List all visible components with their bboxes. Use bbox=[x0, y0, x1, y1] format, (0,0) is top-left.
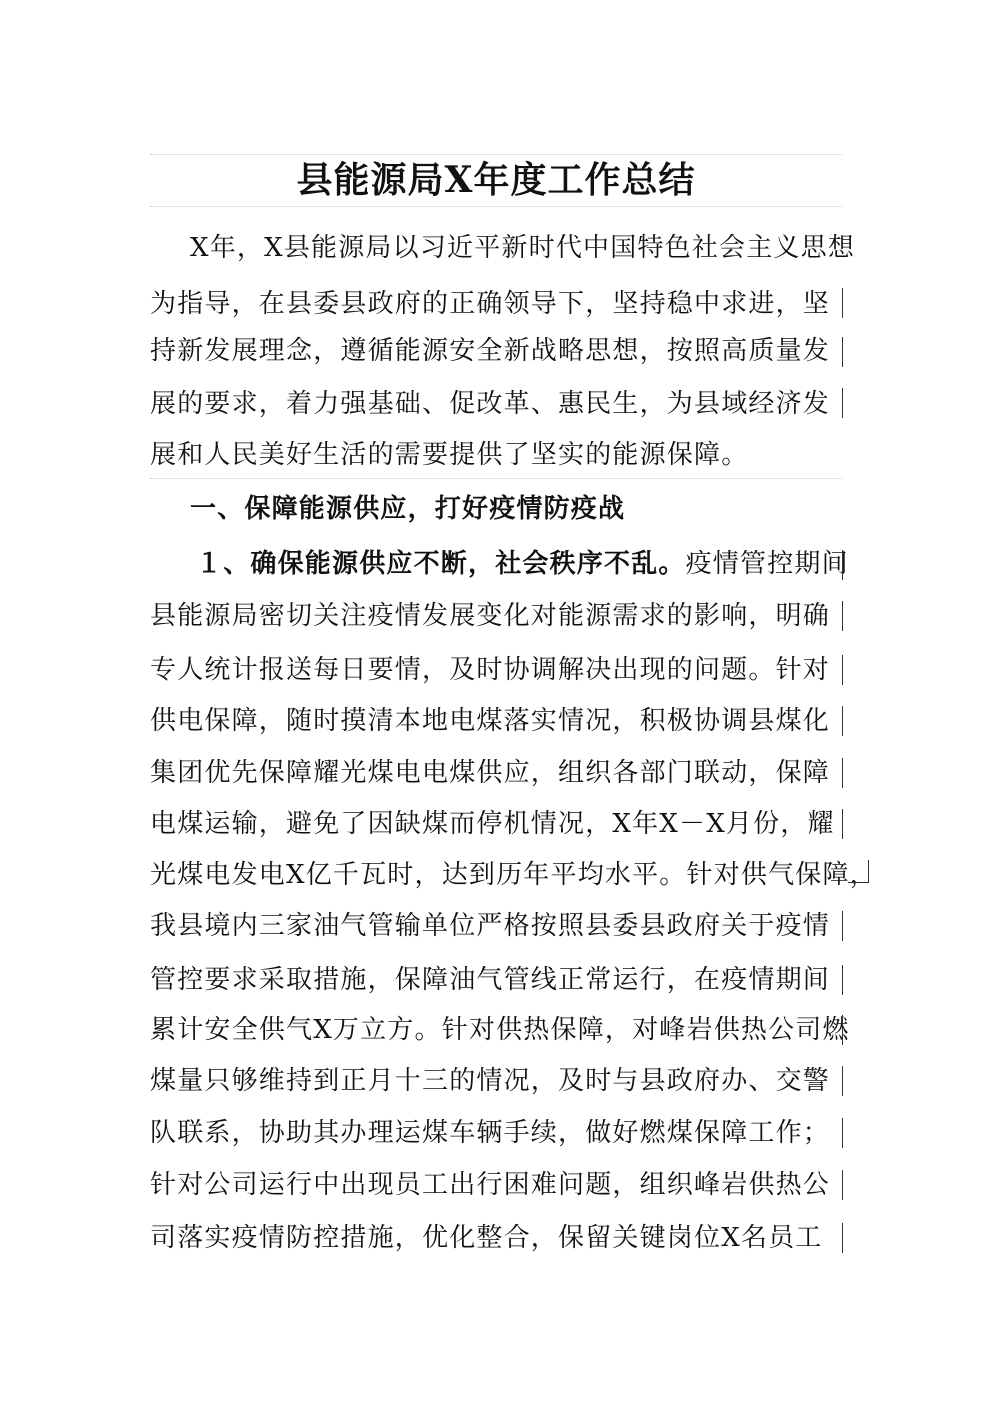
item1-heading: １、确保能源供应不断，社会秩序不乱。 bbox=[196, 549, 686, 579]
margin-mark bbox=[842, 965, 843, 995]
item1-line-7: 光煤电发电X亿千瓦时，达到历年平均水平。针对供气保障， bbox=[150, 860, 877, 890]
margin-mark bbox=[842, 550, 843, 580]
margin-mark bbox=[842, 1118, 843, 1148]
intro-line-5: 展和人民美好生活的需要提供了坚实的能源保障。 bbox=[150, 440, 749, 470]
item1-line-4: 供电保障，随时摸清本地电煤落实情况，积极协调县煤化 bbox=[150, 706, 831, 736]
item1-line-10: 累计安全供气X万立方。针对供热保障，对峰岩供热公司燃 bbox=[150, 1015, 850, 1045]
margin-mark bbox=[842, 337, 843, 367]
item1-line-2: 县能源局密切关注疫情发展变化对能源需求的影响，明确 bbox=[150, 601, 831, 631]
margin-mark bbox=[842, 758, 843, 788]
title-bottom-rule bbox=[150, 206, 842, 207]
item1-line-9: 管控要求采取措施，保障油气管线正常运行，在疫情期间 bbox=[150, 965, 831, 995]
margin-mark bbox=[842, 655, 843, 685]
paragraph-rule bbox=[150, 478, 842, 479]
document-title: 县能源局X年度工作总结 bbox=[296, 159, 696, 201]
margin-mark bbox=[842, 388, 843, 418]
margin-mark bbox=[842, 809, 843, 839]
item1-line-13: 针对公司运行中出现员工出行困难问题，组织峰岩供热公 bbox=[150, 1170, 831, 1200]
margin-mark bbox=[842, 1015, 843, 1045]
margin-mark bbox=[842, 706, 843, 736]
intro-line-1: X年，X县能源局以习近平新时代中国特色社会主义思想 bbox=[190, 233, 856, 263]
section-heading: 一、保障能源供应，打好疫情防疫战 bbox=[190, 494, 626, 524]
margin-mark bbox=[848, 860, 869, 883]
intro-line-3: 持新发展理念，遵循能源安全新战略思想，按照高质量发 bbox=[150, 336, 831, 366]
intro-line-2: 为指导，在县委县政府的正确领导下，坚持稳中求进，坚 bbox=[150, 289, 831, 319]
item1-first-line bbox=[196, 544, 850, 584]
item1-line-6: 电煤运输，避免了因缺煤而停机情况，X年X－X月份，耀 bbox=[150, 809, 835, 839]
item1-line-14: 司落实疫情防控措施，优化整合，保留关键岗位X名员工 bbox=[150, 1223, 823, 1253]
margin-mark bbox=[842, 1223, 843, 1253]
item1-line-11: 煤量只够维持到正月十三的情况，及时与县政府办、交警 bbox=[150, 1066, 831, 1096]
intro-line-4: 展的要求，着力强基础、促改革、惠民生，为县域经济发 bbox=[150, 389, 831, 419]
margin-mark bbox=[842, 1170, 843, 1200]
margin-mark bbox=[842, 1066, 843, 1096]
item1-line-8: 我县境内三家油气管输单位严格按照县委县政府关于疫情 bbox=[150, 911, 831, 941]
item1-first-rest: 疫情管控期间 bbox=[685, 549, 849, 579]
margin-mark bbox=[842, 288, 843, 318]
margin-mark bbox=[842, 911, 843, 941]
item1-line-12: 队联系，协助其办理运煤车辆手续，做好燃煤保障工作； bbox=[150, 1118, 831, 1148]
margin-mark bbox=[842, 601, 843, 631]
item1-line-5: 集团优先保障耀光煤电电煤供应，组织各部门联动，保障 bbox=[150, 758, 831, 788]
item1-line-3: 专人统计报送每日要情，及时协调解决出现的问题。针对 bbox=[150, 655, 831, 685]
